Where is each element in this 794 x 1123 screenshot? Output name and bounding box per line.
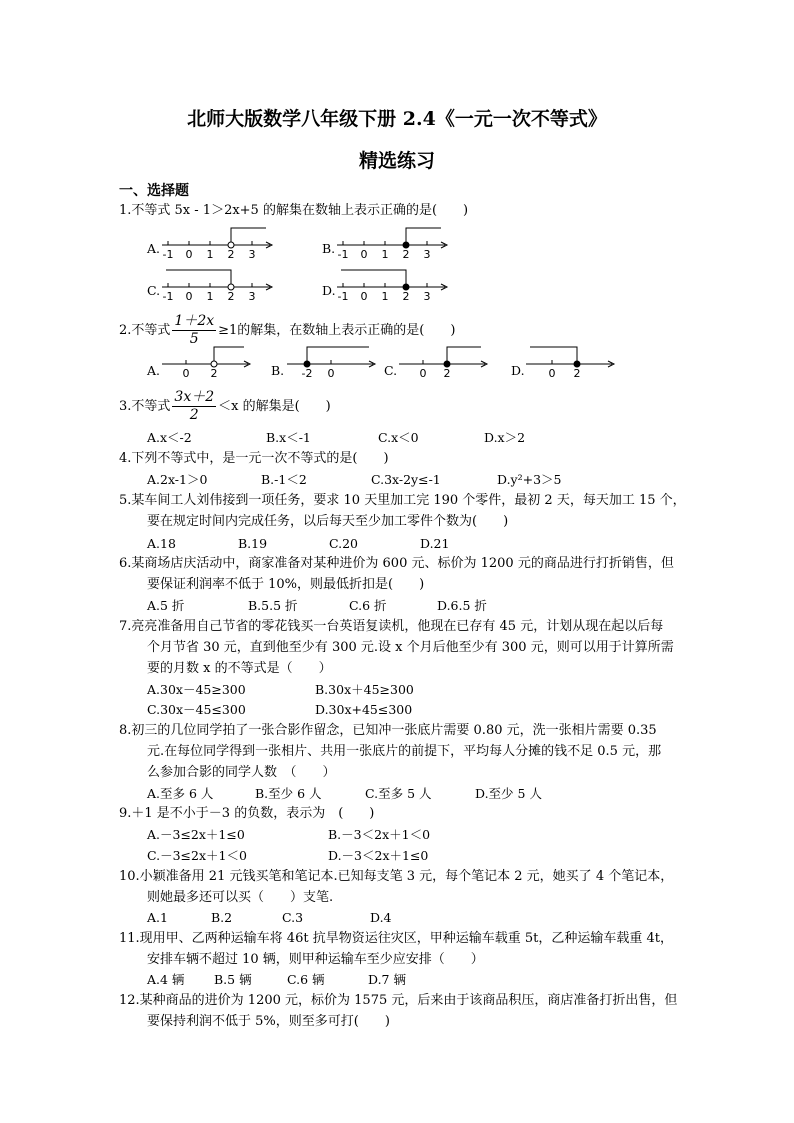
q9-option-d: D.－3＜2x＋1≤0 (328, 848, 429, 863)
q4-option-c: C.3x-2y≤-1 (371, 472, 441, 487)
q2-option-a-numberline (160, 345, 260, 381)
number-line-tick-label: 2 (227, 248, 235, 261)
q2-option-c-numberline (397, 345, 497, 381)
section-heading: 一、选择题 (119, 183, 189, 199)
q5-option-c: C.20 (329, 536, 358, 551)
q10-stem-line1: 10.小颖准备用 21 元钱买笔和笔记本.已知每支笔 3 元，每个笔记本 2 元，她买了 4 个笔记本， (119, 869, 674, 884)
q9-option-b: B.－3＜2x＋1＜0 (328, 827, 431, 842)
q3-stem (119, 388, 331, 426)
q1-option-d-numberline (335, 264, 455, 304)
q5-stem-line2: 要在规定时间内完成任务，以后每天至少加工零件个数为( ) (147, 514, 509, 529)
number-line-tick-label: 0 (360, 248, 368, 261)
q3-option-c: C.x＜0 (378, 430, 419, 445)
q10-option-c: C.3 (282, 910, 304, 925)
number-line-tick-label: -1 (162, 248, 174, 261)
q2-option-b-numberline (285, 345, 385, 381)
q7-option-b: B.30x＋45≥300 (315, 682, 414, 697)
q12-stem-line1: 12.某种商品的进价为 1200 元，标价为 1575 元，后来由于该商品积压，商店准备打折出售，但 (119, 993, 678, 1008)
q9-stem: 9.＋1 是不小于－3 的负数，表示为 ( ) (119, 806, 375, 821)
number-line-tick-label: 0 (185, 248, 193, 261)
q1-option-d-label: D. (322, 283, 336, 298)
q4-option-d: D.y²+3＞5 (497, 472, 562, 487)
q2-fraction-numerator: 1＋2x (174, 313, 215, 329)
q3-prefix: 3.不等式 (119, 399, 171, 414)
q2-fraction-denominator: 5 (189, 331, 199, 347)
q5-option-a: A.18 (147, 536, 176, 551)
q2-option-b-label: B. (271, 363, 285, 378)
q10-option-a: A.1 (147, 910, 168, 925)
q1-option-b-numberline (335, 222, 455, 262)
q4-stem: 4.下列不等式中，是一元一次不等式的是( ) (119, 451, 389, 466)
number-line-tick-label: 2 (443, 367, 451, 380)
number-line-tick-label: 0 (419, 367, 427, 380)
q7-option-a: A.30x－45≥300 (147, 682, 246, 697)
closed-point (304, 361, 310, 367)
q7-option-c: C.30x－45≤300 (147, 702, 246, 717)
q8-option-c: C.至多 5 人 (365, 786, 432, 801)
number-line-tick-label: 2 (573, 367, 581, 380)
number-line-tick-label: 0 (360, 290, 368, 303)
q8-option-d: D.至少 5 人 (475, 786, 542, 801)
q6-stem-line2: 要保证利润率不低于 10%，则最低折扣是( ) (147, 577, 425, 592)
q11-option-b: B.5 辆 (214, 972, 252, 987)
open-point (211, 361, 217, 367)
q2-option-d-label: D. (511, 363, 525, 378)
q3-option-d: D.x＞2 (484, 430, 526, 445)
q5-option-d: D.21 (420, 536, 450, 551)
q11-stem-line2: 安排车辆不超过 10 辆，则甲种运输车至少应安排（ ） (147, 952, 484, 967)
q4-option-b: B.-1＜2 (261, 472, 307, 487)
q7-stem-line2: 个月节省 30 元，直到他至少有 300 元.设 x 个月后他至少有 300 元，则可以用于计算所需 (147, 640, 674, 655)
number-line-tick-label: 0 (548, 367, 556, 380)
number-line-tick-label: 2 (210, 367, 218, 380)
q8-option-b: B.至少 6 人 (255, 786, 322, 801)
q2-fraction (172, 313, 216, 348)
q10-option-d: D.4 (370, 910, 392, 925)
q6-stem-line1: 6.某商场店庆活动中，商家准备对某种进价为 600 元、标价为 1200 元的商品进行打折销售，但 (119, 556, 674, 571)
solution-range-bracket (307, 347, 369, 364)
solution-range-bracket (166, 270, 231, 287)
q11-option-d: D.7 辆 (368, 972, 406, 987)
q2-option-d-numberline (524, 345, 624, 381)
q10-option-b: B.2 (211, 910, 233, 925)
number-line-tick-label: -1 (337, 248, 349, 261)
q1-option-c-label: C. (147, 283, 161, 298)
number-line-tick-label: -2 (301, 367, 313, 380)
open-point (228, 284, 234, 290)
number-line-tick-label: 3 (423, 290, 431, 303)
q1-option-c-numberline (160, 264, 280, 304)
number-line-tick-label: 3 (248, 248, 256, 261)
q1-stem: 1.不等式 5x - 1＞2x+5 的解集在数轴上表示正确的是( ) (119, 203, 469, 218)
q8-stem-line3: 么参加合影的同学人数 （ ） (147, 765, 336, 780)
solution-range-bracket (530, 347, 577, 364)
q1-option-a-label: A. (147, 241, 161, 256)
number-line-tick-label: -1 (337, 290, 349, 303)
q11-option-a: A.4 辆 (147, 972, 185, 987)
q10-stem-line2: 则她最多还可以买（ ）支笔. (147, 890, 334, 905)
number-line-tick-label: 3 (248, 290, 256, 303)
q8-option-a: A.至多 6 人 (147, 786, 214, 801)
q8-stem-line2: 元.在每位同学得到一张相片、共用一张底片的前提下，平均每人分摊的钱不足 0.5 元，那 (147, 744, 662, 759)
number-line-tick-label: 0 (185, 290, 193, 303)
q3-fraction (172, 389, 216, 424)
number-line-tick-label: 2 (402, 290, 410, 303)
q1-option-a-numberline (160, 222, 280, 262)
q12-stem-line2: 要保持利润不低于 5%，则至多可打( ) (147, 1014, 390, 1029)
q3-fraction-numerator: 3x＋2 (174, 389, 215, 405)
closed-point (574, 361, 580, 367)
solution-range-bracket (406, 228, 441, 245)
q6-option-b: B.5.5 折 (248, 598, 298, 613)
q2-suffix: ≥1的解集，在数轴上表示正确的是( ) (218, 323, 456, 338)
q7-option-d: D.30x+45≤300 (315, 702, 413, 717)
q9-option-c: C.－3≤2x＋1＜0 (147, 848, 247, 863)
solution-range-bracket (231, 228, 266, 245)
number-line-tick-label: 2 (227, 290, 235, 303)
q2-option-c-label: C. (384, 363, 398, 378)
number-line-tick-label: 1 (381, 248, 389, 261)
solution-range-bracket (214, 347, 244, 364)
q3-option-b: B.x＜-1 (266, 430, 311, 445)
solution-range-bracket (341, 270, 406, 287)
q3-option-a: A.x＜-2 (147, 430, 192, 445)
q3-suffix: ＜x 的解集是( ) (218, 399, 331, 414)
number-line-tick-label: 1 (381, 290, 389, 303)
q1-option-b-label: B. (322, 241, 336, 256)
q2-option-a-label: A. (147, 363, 161, 378)
q7-stem-line3: 要的月数 x 的不等式是（ ） (147, 661, 332, 676)
q11-option-c: C.6 辆 (287, 972, 325, 987)
q6-option-a: A.5 折 (147, 598, 185, 613)
number-line-tick-label: 2 (402, 248, 410, 261)
q5-stem-line1: 5.某车间工人刘伟接到一项任务，要求 10 天里加工完 190 个零件，最初 2 天，每天加工 15 个， (119, 493, 686, 508)
q8-stem-line1: 8.初三的几位同学拍了一张合影作留念，已知冲一张底片需要 0.80 元，洗一张相片需要 0.35 (119, 723, 657, 738)
number-line-tick-label: -1 (162, 290, 174, 303)
q6-option-d: D.6.5 折 (437, 598, 487, 613)
solution-range-bracket (447, 347, 481, 364)
page-title: 北师大版数学八年级下册 2.4《一元一次不等式》 (187, 108, 607, 130)
q5-option-b: B.19 (238, 536, 268, 551)
q6-option-c: C.6 折 (349, 598, 387, 613)
page-subtitle: 精选练习 (358, 150, 435, 172)
number-line-tick-label: 0 (327, 367, 335, 380)
open-point (228, 242, 234, 248)
q3-fraction-denominator: 2 (189, 407, 199, 423)
q4-option-a: A.2x-1＞0 (147, 472, 208, 487)
number-line-tick-label: 0 (182, 367, 190, 380)
q2-prefix: 2.不等式 (119, 323, 171, 338)
closed-point (403, 284, 409, 290)
closed-point (403, 242, 409, 248)
number-line-tick-label: 3 (423, 248, 431, 261)
q7-stem-line1: 7.亮亮准备用自己节省的零花钱买一台英语复读机，他现在已存有 45 元，计划从现在起以后每 (119, 619, 664, 634)
q9-option-a: A.－3≤2x＋1≤0 (147, 827, 245, 842)
q11-stem-line1: 11.现用甲、乙两种运输车将 46t 抗旱物资运往灾区，甲种运输车载重 5t，乙种运输车载重 4t， (119, 931, 673, 946)
closed-point (444, 361, 450, 367)
number-line-tick-label: 1 (206, 290, 214, 303)
number-line-tick-label: 1 (206, 248, 214, 261)
